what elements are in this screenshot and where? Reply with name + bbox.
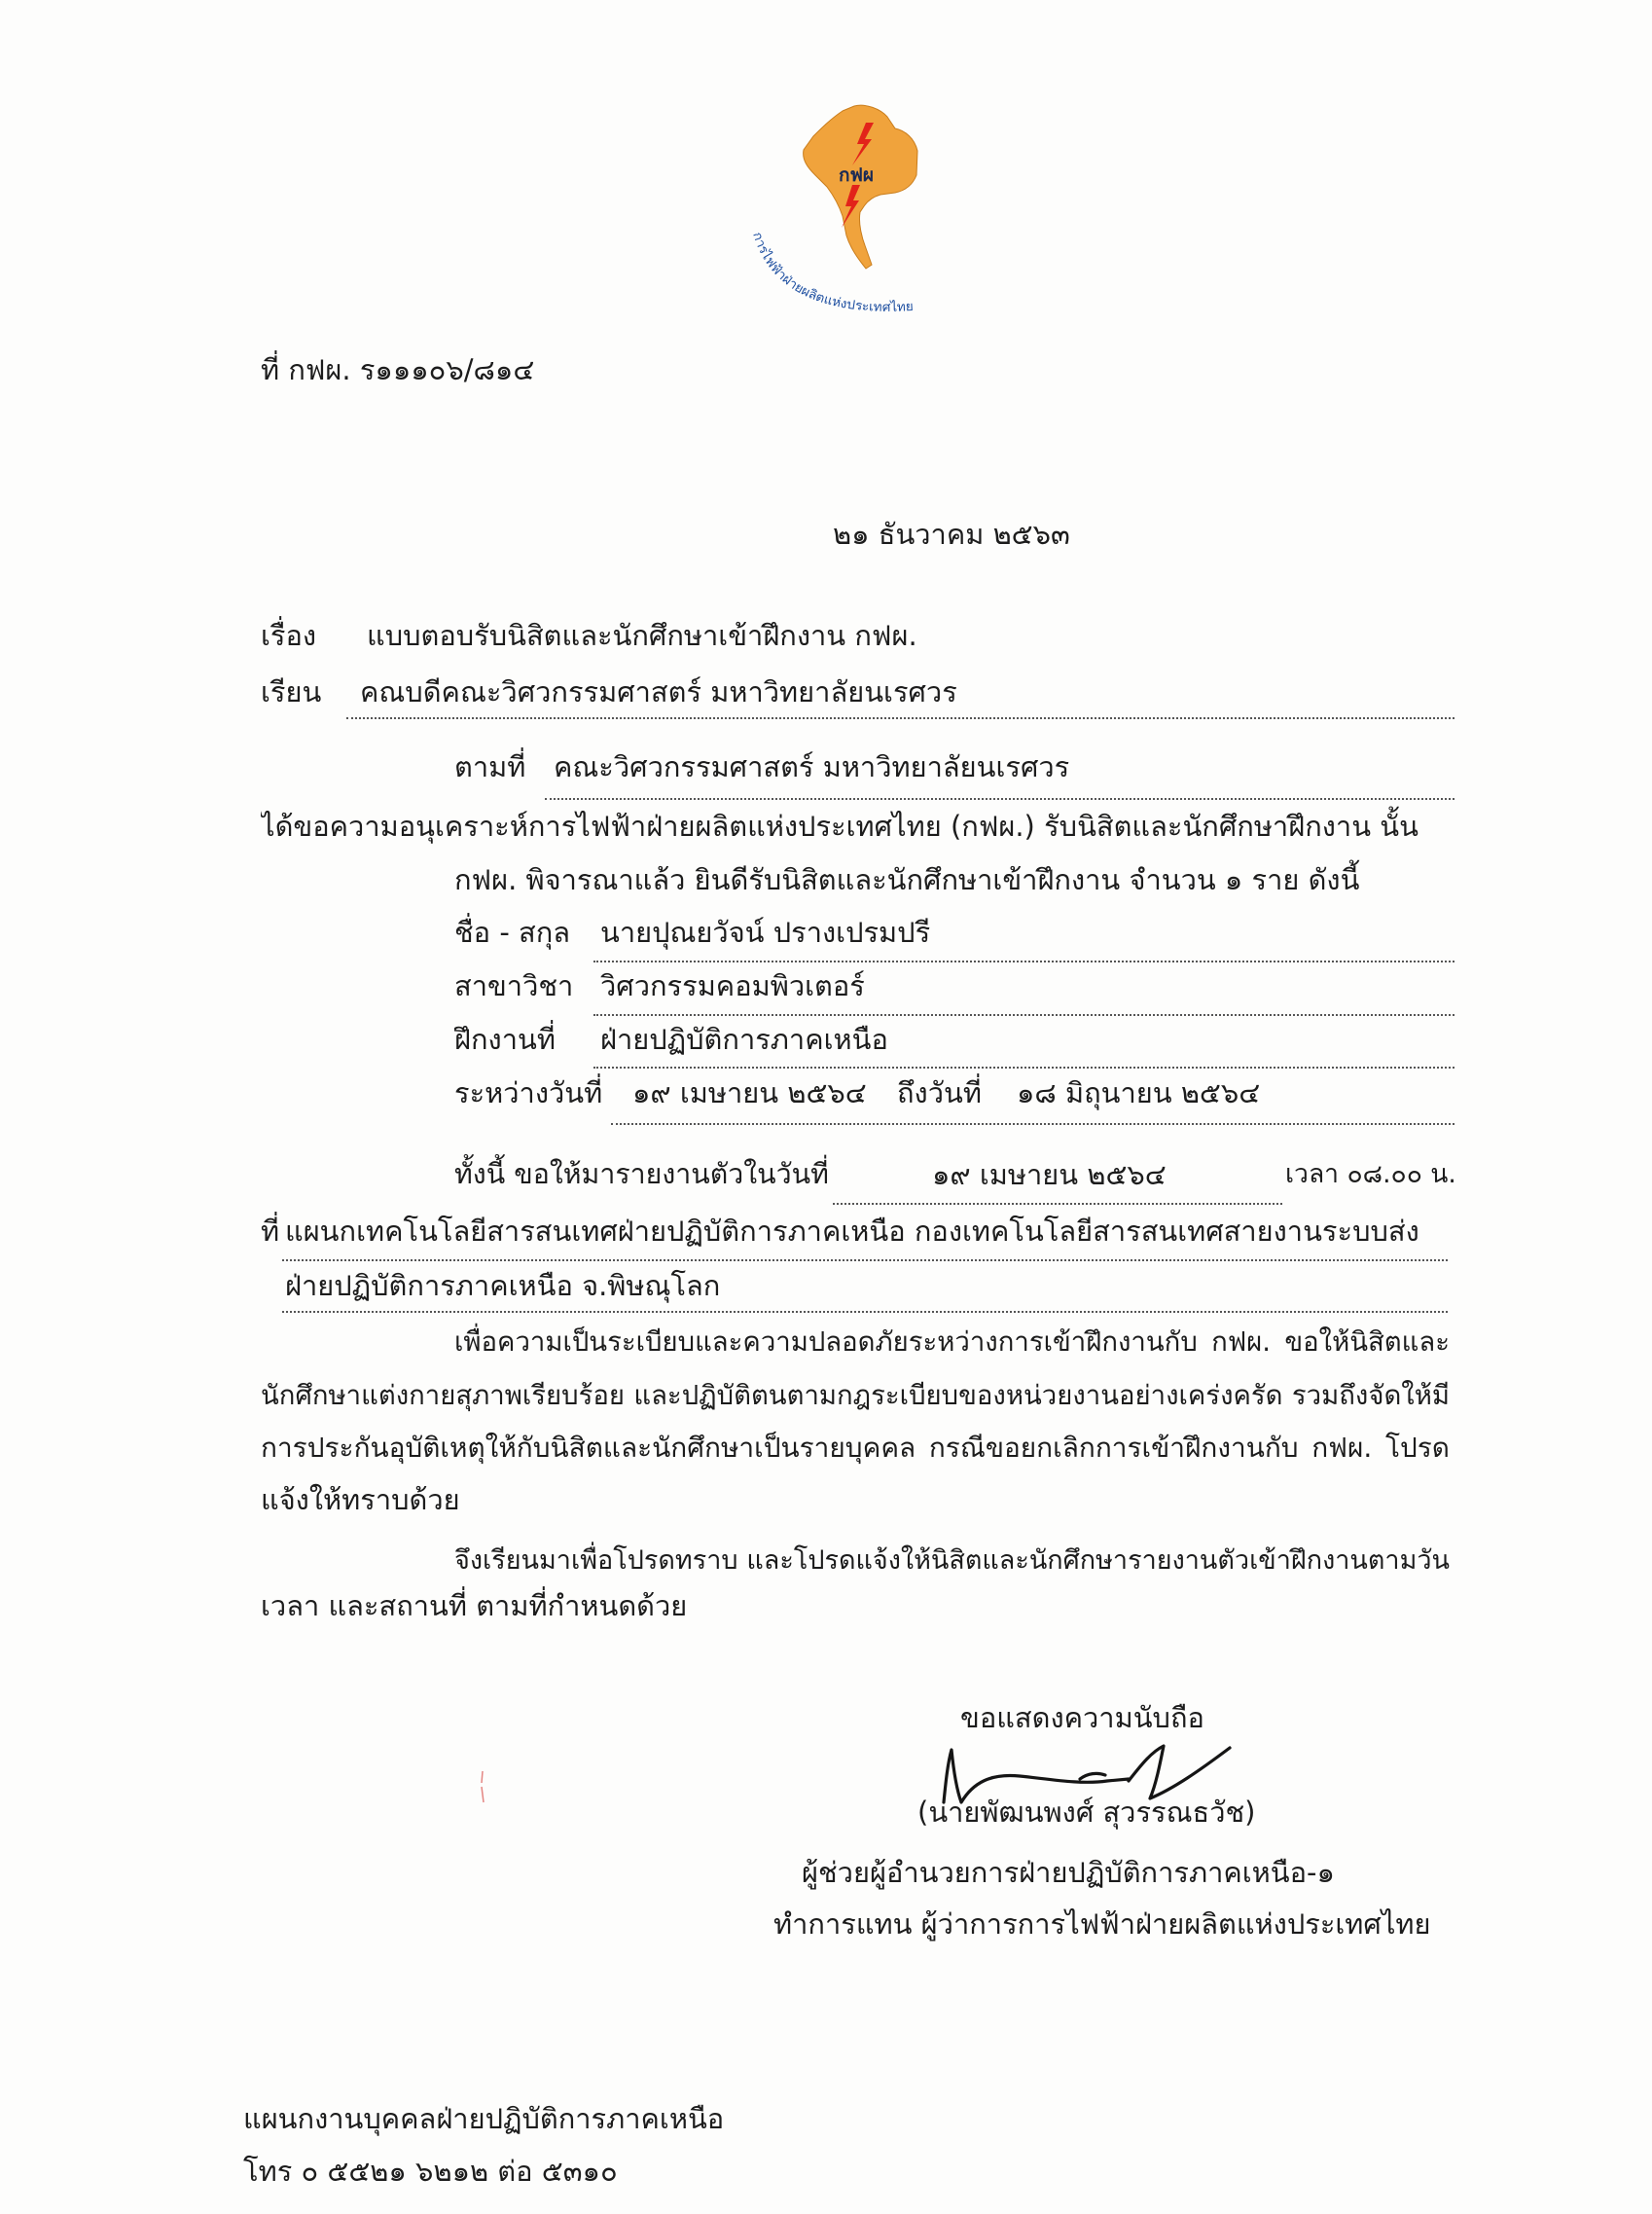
footer-phone: โทร ๐ ๕๕๒๑ ๖๒๑๒ ต่อ ๕๓๑๐ bbox=[243, 2155, 618, 2188]
subject-value: แบบตอบรับนิสิตและนักศึกษาเข้าฝึกงาน กฟผ. bbox=[367, 619, 917, 652]
reference-dotted-line bbox=[545, 798, 1454, 800]
period-label: ระหว่างวันที่ bbox=[454, 1076, 603, 1109]
closing-line: จึงเรียนมาเพื่อโปรดทราบ และโปรดแจ้งให้นิสิตและนักศึกษารายงานตัวเข้าฝึกงานตามวัน bbox=[454, 1545, 1450, 1576]
report-place-dotted-line2 bbox=[282, 1311, 1448, 1313]
subject-label: เรื่อง bbox=[261, 619, 317, 652]
reference-value: คณะวิศวกรรมศาสตร์ มหาวิทยาลัยนเรศวร bbox=[554, 750, 1070, 783]
workplace-value: ฝ่ายปฏิบัติการภาคเหนือ bbox=[600, 1023, 888, 1056]
recipient-value: คณบดีคณะวิศวกรรมศาสตร์ มหาวิทยาลัยนเรศวร bbox=[360, 675, 957, 708]
paragraph-line: แจ้งให้ทราบด้วย bbox=[261, 1483, 460, 1516]
workplace-label: ฝึกงานที่ bbox=[454, 1023, 556, 1056]
logo-abbreviation: กฟผ bbox=[838, 164, 875, 186]
logo-name-arc bbox=[749, 231, 914, 315]
report-date-dotted-line bbox=[833, 1203, 1282, 1205]
student-name-label: ชื่อ - สกุล bbox=[454, 916, 571, 949]
signer-position: ผู้ช่วยผู้อำนวยการฝ่ายปฏิบัติการภาคเหนือ-๑ bbox=[802, 1856, 1335, 1889]
document-date: ๒๑ ธันวาคม ๒๕๖๓ bbox=[833, 518, 1070, 551]
report-time: เวลา ๐๘.๐๐ น. bbox=[1285, 1159, 1456, 1189]
reference-label: ตามที่ bbox=[454, 750, 526, 783]
period-end-date: ๑๘ มิถุนายน ๒๕๖๔ bbox=[1017, 1076, 1261, 1109]
student-name-value: นายปุณยวัจน์ ปรางเปรมปรี bbox=[600, 916, 931, 949]
signer-name: (นายพัฒนพงศ์ สุวรรณธวัช) bbox=[917, 1796, 1256, 1829]
recipient-label: เรียน bbox=[261, 675, 322, 708]
report-place-label: ที่ bbox=[261, 1215, 280, 1248]
logo-name: การไฟฟ้าฝ่ายผลิตแห่งประเทศไทย bbox=[749, 230, 914, 315]
major-value: วิศวกรรมคอมพิวเตอร์ bbox=[600, 969, 865, 1002]
period-dotted-line bbox=[611, 1123, 1454, 1125]
paragraph-line: เพื่อความเป็นระเบียบและความปลอดภัยระหว่างการเข้าฝึกงานกับ กฟผ. ขอให้นิสิตและ bbox=[454, 1326, 1450, 1358]
report-label: ทั้งนี้ ขอให้มารายงานตัวในวันที่ bbox=[454, 1158, 829, 1190]
closing-line: เวลา และสถานที่ ตามที่กำหนดด้วย bbox=[261, 1589, 688, 1622]
paragraph-line: การประกันอุบัติเหตุให้กับนิสิตและนักศึกษาเป็นรายบุคคล กรณีขอยกเลิกการเข้าฝึกงานกับ กฟผ. โปรด bbox=[261, 1432, 1450, 1464]
egat-logo bbox=[749, 88, 944, 341]
document-number: ที่ กฟผ. ร๑๑๑๐๖/๘๑๔ bbox=[261, 353, 535, 386]
reference-continuation: ได้ขอความอนุเคราะห์การไฟฟ้าฝ่ายผลิตแห่งประเทศไทย (กฟผ.) รับนิสิตและนักศึกษาฝึกงาน นั้น bbox=[261, 810, 1419, 843]
major-label: สาขาวิชา bbox=[454, 969, 574, 1002]
report-date: ๑๙ เมษายน ๒๕๖๔ bbox=[932, 1158, 1167, 1191]
recipient-dotted-line bbox=[346, 717, 1454, 719]
paragraph-line: นักศึกษาแต่งกายสุภาพเรียบร้อย และปฏิบัติตนตามกฎระเบียบของหน่วยงานอย่างเคร่งครัด รวมถึงจัดให้มี bbox=[261, 1380, 1450, 1411]
signer-acting-for: ทำการแทน ผู้ว่าการการไฟฟ้าฝ่ายผลิตแห่งประเทศไทย bbox=[773, 1907, 1431, 1941]
report-place-line1: แผนกเทคโนโลยีสารสนเทศฝ่ายปฏิบัติการภาคเหนือ กองเทคโนโลยีสารสนเทศสายงานระบบส่ง bbox=[285, 1215, 1419, 1248]
period-end-label: ถึงวันที่ bbox=[897, 1076, 982, 1109]
thailand-map-icon bbox=[804, 105, 917, 269]
red-ink-mark bbox=[473, 1769, 492, 1804]
footer-department: แผนกงานบุคคลฝ่ายปฏิบัติการภาคเหนือ bbox=[243, 2102, 725, 2135]
acceptance-intro: กฟผ. พิจารณาแล้ว ยินดีรับนิสิตและนักศึกษาเข้าฝึกงาน จำนวน ๑ ราย ดังนี้ bbox=[454, 863, 1360, 896]
period-start-date: ๑๙ เมษายน ๒๕๖๔ bbox=[632, 1076, 867, 1109]
report-place-line2: ฝ่ายปฏิบัติการภาคเหนือ จ.พิษณุโลก bbox=[285, 1269, 721, 1302]
salutation: ขอแสดงความนับถือ bbox=[960, 1701, 1204, 1734]
